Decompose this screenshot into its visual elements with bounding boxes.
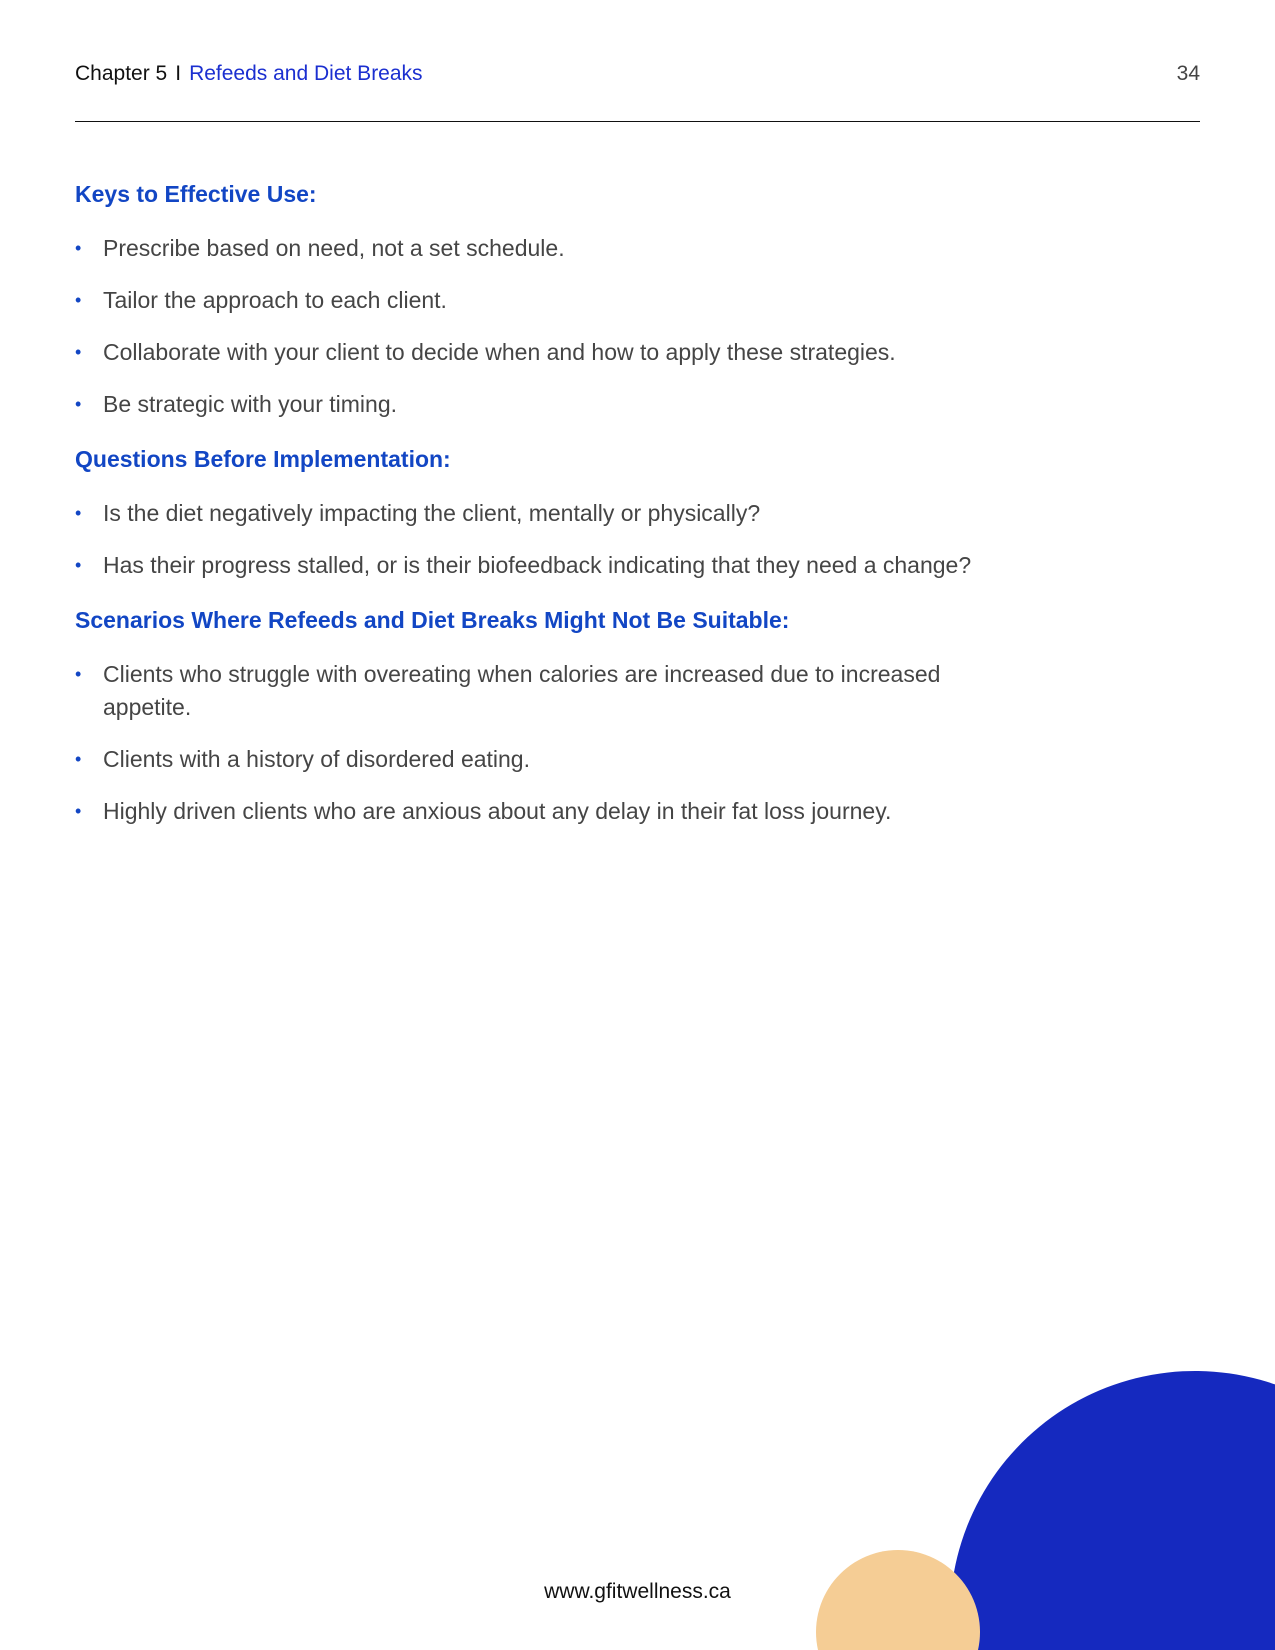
list-item-text: Clients who struggle with overeating when calories are increased due to increased appetite.	[103, 661, 941, 720]
blue-circle-decoration	[950, 1371, 1275, 1650]
list-item	[75, 336, 975, 369]
bullet-list	[75, 658, 975, 828]
header-divider	[75, 121, 1200, 122]
list-item	[75, 284, 975, 317]
list-item-text: Prescribe based on need, not a set schedule.	[103, 235, 565, 261]
list-item	[75, 795, 975, 828]
footer-url[interactable]: www.gfitwellness.ca	[544, 1580, 731, 1603]
list-item-text: Has their progress stalled, or is their biofeedback indicating that they need a change?	[103, 552, 972, 578]
page-number: 34	[1176, 62, 1200, 85]
header-separator: I	[175, 62, 182, 85]
list-item-text: Collaborate with your client to decide when and how to apply these strategies.	[103, 339, 896, 365]
list-item-text: Is the diet negatively impacting the client, mentally or physically?	[103, 500, 761, 526]
chapter-label	[75, 62, 423, 86]
bullet-icon: •	[75, 342, 82, 362]
bullet-icon: •	[75, 394, 82, 414]
list-item-text: Highly driven clients who are anxious about any delay in their fat loss journey.	[103, 798, 892, 824]
bullet-list	[75, 497, 975, 582]
section-heading: Scenarios Where Refeeds and Diet Breaks Might Not Be Suitable:	[75, 607, 790, 633]
bullet-icon: •	[75, 238, 82, 258]
list-item	[75, 388, 975, 421]
bullet-icon: •	[75, 664, 82, 684]
section-heading: Keys to Effective Use:	[75, 181, 317, 207]
bullet-icon: •	[75, 290, 82, 310]
chapter-title: Refeeds and Diet Breaks	[189, 62, 423, 85]
section-heading: Questions Before Implementation:	[75, 446, 451, 472]
list-item	[75, 549, 975, 582]
bullet-icon: •	[75, 503, 82, 523]
list-item-text: Clients with a history of disordered eating.	[103, 746, 530, 772]
bullet-list	[75, 232, 975, 421]
list-item	[75, 232, 975, 265]
list-item-text: Be strategic with your timing.	[103, 391, 398, 417]
page-header	[75, 62, 1200, 92]
page-content	[75, 178, 975, 850]
list-item	[75, 497, 975, 530]
bullet-icon: •	[75, 801, 82, 821]
bullet-icon: •	[75, 555, 82, 575]
chapter-number: Chapter 5	[75, 62, 168, 85]
bullet-icon: •	[75, 749, 82, 769]
list-item-text: Tailor the approach to each client.	[103, 287, 447, 313]
list-item	[75, 658, 975, 724]
list-item	[75, 743, 975, 776]
